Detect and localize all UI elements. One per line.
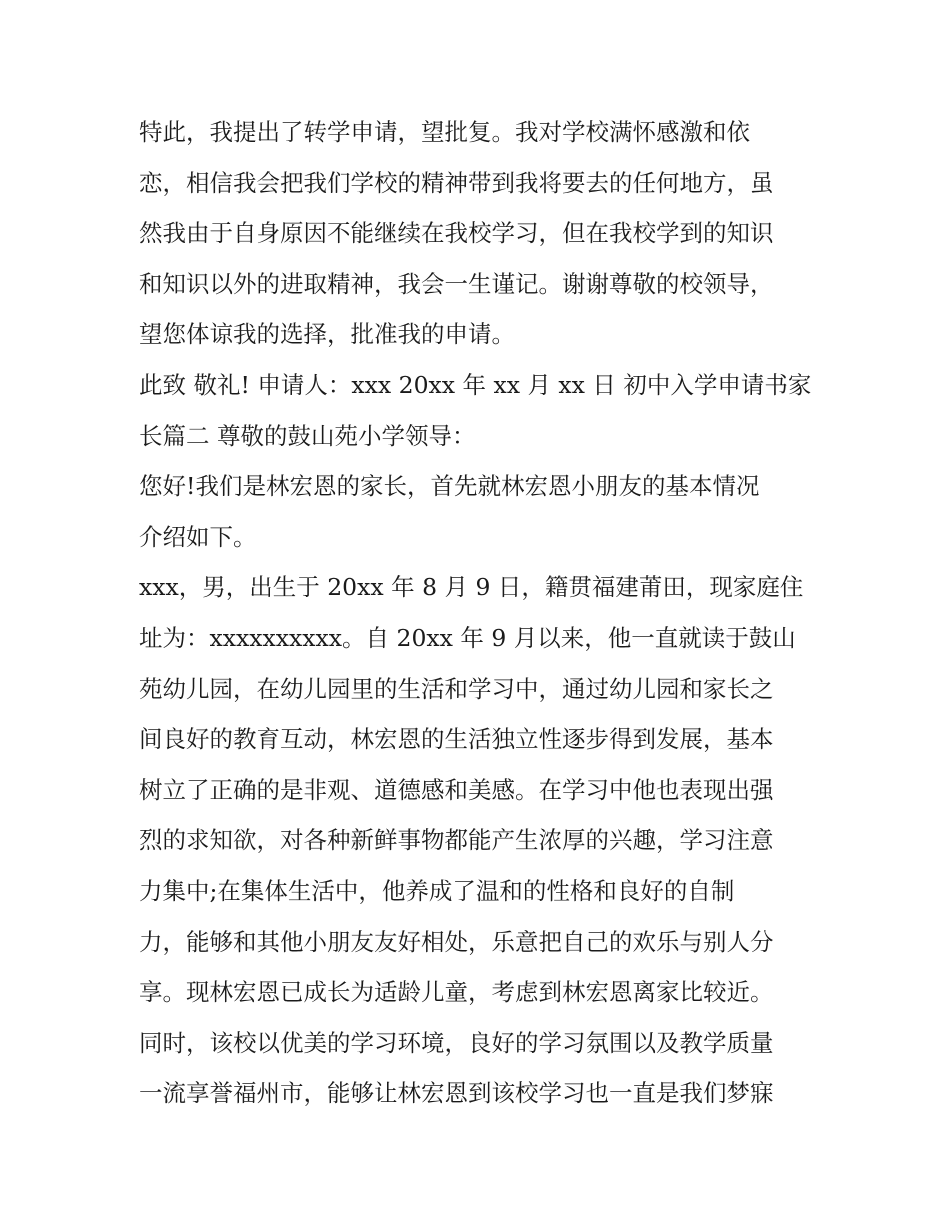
text-line: 特此，我提出了转学申请，望批复。我对学校满怀感激和依	[139, 118, 750, 146]
text-line: 恋，相信我会把我们学校的精神带到我将要去的任何地方，虽	[139, 168, 774, 197]
text-line: xxx，男，出生于 20xx 年 8 月 9 日，籍贯福建莆田，现家庭住	[139, 573, 804, 602]
text-line: 苑幼儿园，在幼儿园里的生活和学习中，通过幼儿园和家长之	[139, 674, 774, 703]
text-line: 间良好的教育互动，林宏恩的生活独立性逐步得到发展，基本	[139, 725, 774, 754]
text-line: 介绍如下。	[139, 522, 257, 551]
text-line: 一流享誉福州市，能够让林宏恩到该校学习也一直是我们梦寐	[139, 1079, 774, 1108]
text-line: 力集中;在集体生活中，他养成了温和的性格和良好的自制	[139, 876, 735, 905]
text-line: 和知识以外的进取精神，我会一生谨记。谢谢尊敬的校领导，	[139, 269, 774, 298]
text-line: 此致 敬礼! 申请人：xxx 20xx 年 xx 月 xx 日 初中入学申请书家	[139, 370, 812, 399]
text-line: 然我由于自身原因不能继续在我校学习，但在我校学到的知识	[139, 219, 774, 248]
text-line: 享。现林宏恩已成长为适龄儿童，考虑到林宏恩离家比较近。	[139, 978, 774, 1007]
text-line: 同时，该校以优美的学习环境，良好的学习氛围以及教学质量	[139, 1028, 774, 1057]
text-line: 您好!我们是林宏恩的家长，首先就林宏恩小朋友的基本情况	[139, 472, 760, 501]
document-body	[139, 107, 819, 1119]
text-line: 力，能够和其他小朋友友好相处，乐意把自己的欢乐与别人分	[139, 927, 774, 956]
text-line: 长篇二 尊敬的鼓山苑小学领导：	[139, 421, 476, 450]
text-line: 树立了正确的是非观、道德感和美感。在学习中他也表现出强	[139, 775, 774, 804]
text-line: 烈的求知欲，对各种新鲜事物都能产生浓厚的兴趣，学习注意	[139, 826, 774, 855]
text-line: 望您体谅我的选择，批准我的申请。	[139, 320, 515, 349]
text-line: 址为：xxxxxxxxxx。自 20xx 年 9 月以来，他一直就读于鼓山	[139, 623, 796, 652]
